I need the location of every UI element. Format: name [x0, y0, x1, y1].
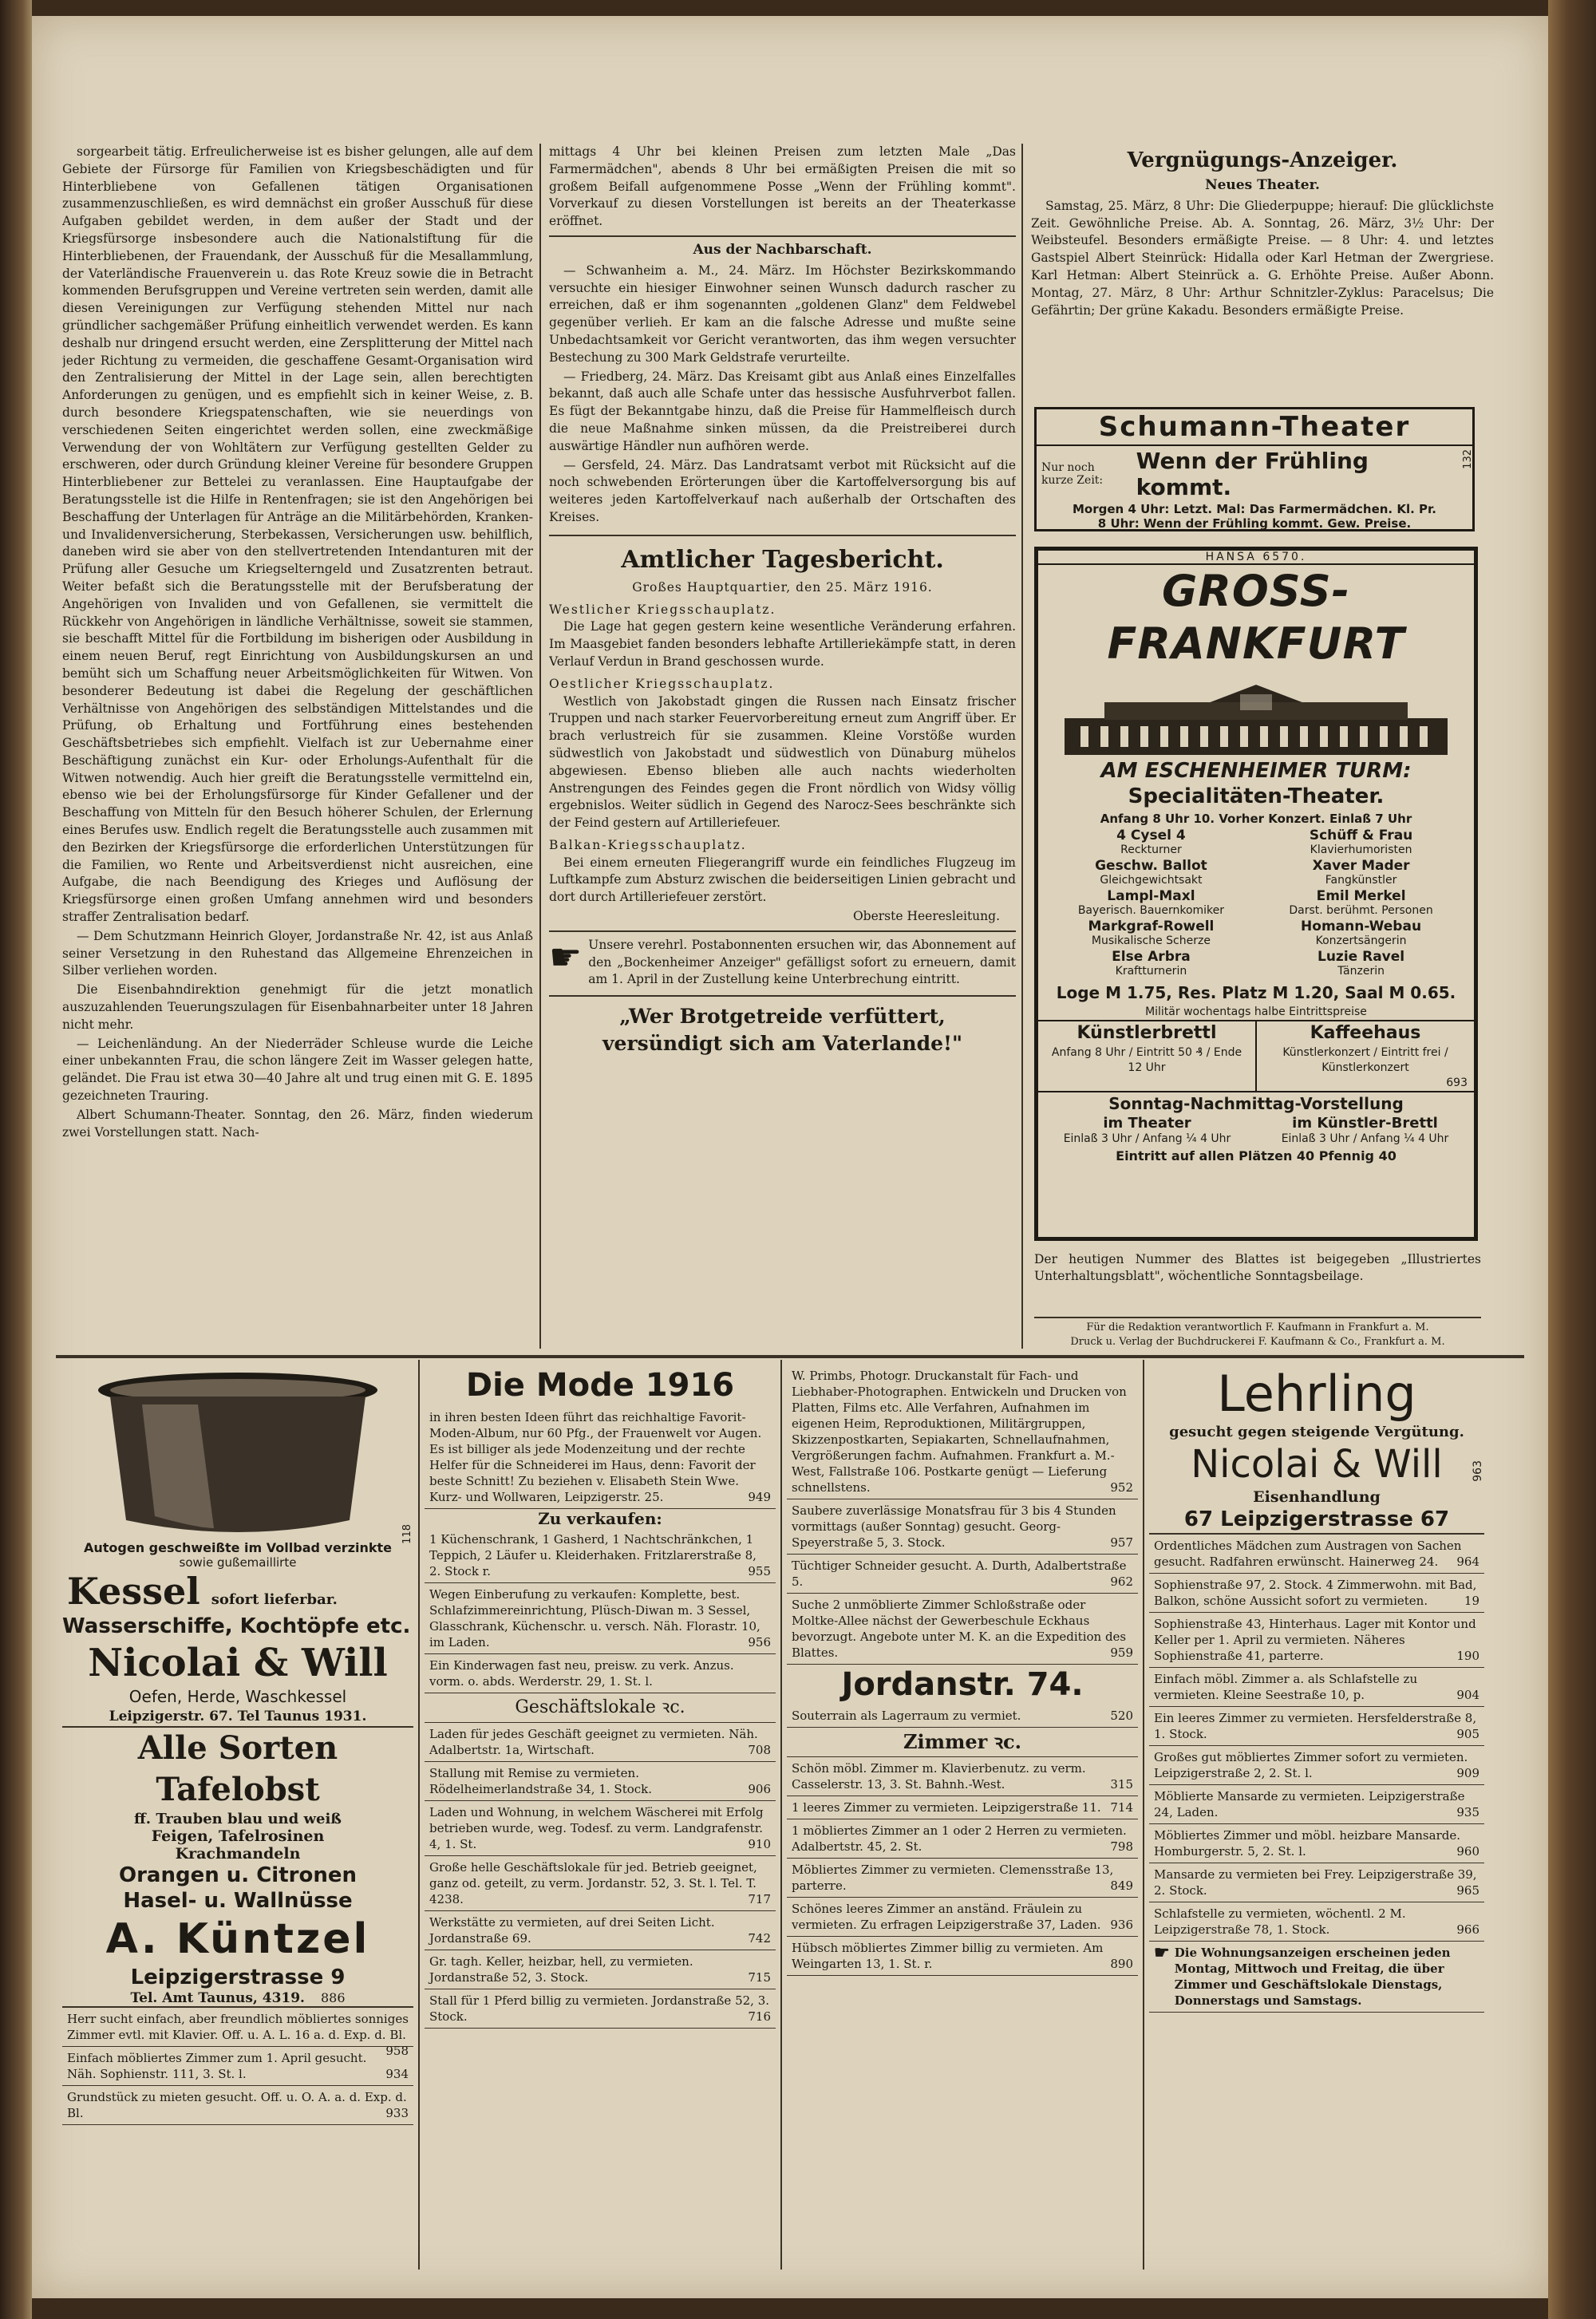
oefen-line: Oefen, Herde, Waschkessel — [128, 1687, 347, 1706]
classified-text: Schlafstelle zu vermieten, wöchentl. 2 M. Leipzigerstraße 78, 1. Stock. — [1154, 1906, 1406, 1937]
classified-text: Saubere zuverlässige Monatsfrau für 3 bis 4 Stunden vormittags (außer Sonntag) gesucht. Georg-Speyerstraße 5, 3. Stock. — [792, 1503, 1116, 1550]
classified-number: 716 — [748, 2009, 771, 2024]
classified-ad — [425, 1989, 776, 2029]
zimmer-heading: Zimmer ꝛc. — [787, 1728, 1138, 1757]
classified-number: 966 — [1456, 1922, 1479, 1937]
classified-ad — [787, 1757, 1138, 1796]
ads-column-1 — [62, 1365, 413, 2266]
kessel-heading: Kessel — [67, 1570, 200, 1613]
section-heading: Aus der Nachbarschaft. — [693, 241, 872, 258]
classified-number: 936 — [1110, 1918, 1133, 1932]
gf-sub: AM ESCHENHEIMER TURM: — [1100, 759, 1412, 783]
kessel-available: sofort lieferbar. — [211, 1591, 338, 1608]
gf-act-name: Emil Merkel — [1316, 888, 1406, 904]
section-divider — [549, 995, 1016, 997]
classified-ad — [1149, 1746, 1484, 1785]
classified-number: 959 — [1110, 1645, 1133, 1660]
orangen-line: Orangen u. Citronen — [119, 1863, 357, 1887]
article-paragraph: — Schwanheim a. M., 24. März. Im Höchster Bezirkskommando versuchte ein hiesiger Einwohner seinen Wunsch dadurch rascher zu erreichen, daß er ihm sogenannten „goldenen Glanz" dem Feldwebel gegenüber verlieh. Er kam an die falsche Adresse und mußte seine Unbedachtsamkeit vor Gericht verantworten, das ihm wegen versuchter Bestechung zu 300 Mark Geldstrafe verurteilte. — [549, 263, 1016, 365]
kettle-number: 118 — [401, 1524, 413, 1544]
classified-ad — [787, 1499, 1138, 1555]
kettle-caption-2: sowie gußemaillirte — [179, 1555, 297, 1570]
classified-number: 904 — [1456, 1688, 1479, 1702]
article-paragraph: Westlich von Jakobstadt gingen die Russen nach Einsatz frischer Truppen und nach starker Feuervorbereitung erneut zum Angriff über. Er brach verlustreich für sie zusammen. Kleine Vorstöße wurden südwestlich von Jakobstadt und südwestlich von Dünaburg mühelos abgewiesen. Ebenso blieben alle auch nachts wiederholten Anstrengungen des Feindes gegen die Front nördlich von Widsy völlig ergebnislos. Weiter südlich in Gegend des Narocz-Sees beschränkte sich der Feind gestern auf Artilleriefeuer. — [549, 693, 1016, 831]
article-column-2 — [549, 144, 1016, 1341]
nicolai-address-2: 67 Leipzigerstrasse 67 — [1149, 1506, 1484, 1535]
classified-ad — [425, 1856, 776, 1911]
section-divider — [549, 930, 1016, 932]
kaffeehaus-info: Künstlerkonzert / Eintritt frei / Künstlerkonzert — [1282, 1046, 1448, 1074]
classified-ad — [62, 2008, 413, 2058]
gf-act-name: Xaver Mader — [1312, 858, 1410, 874]
lehrling-heading: Lehrling — [1217, 1365, 1416, 1423]
signature: Oberste Heeresleitung. — [852, 909, 1000, 924]
sunday-brettl-heading: im Künstler-Brettl — [1292, 1115, 1438, 1132]
report-title: Amtlicher Tagesbericht. — [621, 545, 944, 574]
slogan-line-1: „Wer Brotgetreide verfüttert, — [619, 1005, 946, 1029]
mode-text: in ihren besten Ideen führt das reichhaltige Favorit-Moden-Album, nur 60 Pfg., der Frauenwelt vor Augen. Es ist billiger als jede Modenzeitung und der rechte Helfer für die Schneiderei im Haus, denn: Favorit der beste Schnitt! Zu beziehen v. Elisabeth Stein Wwe. Kurz- und Wollwaren, Leipzigerstr. 25. — [429, 1410, 762, 1504]
schumann-theater-name: Schumann-Theater — [1037, 409, 1472, 446]
classified-number: 955 — [748, 1564, 771, 1578]
classified-text: 1 Küchenschrank, 1 Gasherd, 1 Nachtschränkchen, 1 Teppich, 2 Läufer u. Kleiderhaken. Fritzlarerstraße 8, 2. Stock r. — [429, 1532, 757, 1578]
section-divider — [549, 535, 1016, 536]
kuenstlerbrettl-info: Anfang 8 Uhr / Eintritt 50 ₰ / Ende 12 Uhr — [1051, 1046, 1242, 1074]
classified-number: 962 — [1110, 1574, 1133, 1589]
classified-ad — [425, 1762, 776, 1801]
classified-number: 717 — [748, 1892, 771, 1906]
classified-text: Grundstück zu mieten gesucht. Off. u. O. A. a. d. Exp. d. Bl. — [67, 2090, 407, 2120]
section-heading: Oestlicher Kriegsschauplatz. — [549, 676, 775, 691]
classified-number: 798 — [1110, 1839, 1133, 1854]
article-paragraph: — Gersfeld, 24. März. Das Landratsamt verbot mit Rücksicht auf die noch schwebenden Erörterungen über die Kartoffelversorgung bis auf weiteres jeden Kartoffelverkauf nach außerhalb der Ortschaften des Kreises. — [549, 457, 1016, 524]
classified-text: Laden und Wohnung, in welchem Wäscherei mit Erfolg betrieben wurde, weg. Todesf. zu verm. Landgrafenstr. 4, 1. St. — [429, 1805, 764, 1851]
kuenstlerbrettl-heading: Künstlerbrettl — [1077, 1023, 1217, 1043]
classified-text: Souterrain als Lagerraum zu vermiet. — [792, 1709, 1021, 1723]
classified-text: Sophienstraße 97, 2. Stock. 4 Zimmerwohn. mit Bad, Balkon, schöne Aussicht sofort zu vermieten. — [1154, 1578, 1477, 1608]
classified-text: Gr. tagh. Keller, heizbar, hell, zu vermieten. Jordanstraße 52, 3. Stock. — [429, 1954, 693, 1985]
classified-ad — [787, 1937, 1138, 1976]
classified-text: Stall für 1 Pferd billig zu vermieten. Jordanstraße 52, 3. Stock. — [429, 1993, 770, 2024]
ads-divider — [780, 1360, 782, 2270]
geschaeftslokale-heading: Geschäftslokale ꝛc. — [425, 1693, 776, 1723]
gf-act-name: Else Arbra — [1112, 949, 1191, 965]
tafelobst-heading: Alle Sorten Tafelobst — [137, 1729, 338, 1808]
gf-act-name: Lampl-Maxl — [1107, 888, 1195, 904]
classified-text: Laden für jedes Geschäft geeignet zu vermieten. Näh. Adalbertstr. 1a, Wirtschaft. — [429, 1727, 758, 1757]
classified-number: 849 — [1110, 1879, 1133, 1893]
kettle-pot-illustration — [78, 1365, 397, 1540]
gf-act-desc: Klavierhumoristen — [1310, 843, 1412, 856]
housing-notice — [1149, 1942, 1484, 2013]
classified-text: Ordentliches Mädchen zum Austragen von Sachen gesucht. Radfahren erwünscht. Hainerweg 24. — [1154, 1539, 1462, 1569]
classified-ad — [787, 1859, 1138, 1898]
classified-ad — [62, 2047, 413, 2086]
eisenhandlung-line: Eisenhandlung — [1253, 1488, 1381, 1506]
sunday-theater-info: Einlaß 3 Uhr / Anfang ¼ 4 Uhr — [1063, 1132, 1231, 1145]
report-dateline: Großes Hauptquartier, den 25. März 1916. — [632, 579, 933, 595]
nicolai-will-name-2: Nicolai & Will — [1191, 1442, 1443, 1487]
verkaufen-heading: Zu verkaufen: — [538, 1509, 662, 1528]
schumann-pre: Nur noch kurze Zeit: — [1041, 461, 1104, 487]
wasserschiffe-line: Wasserschiffe, Kochtöpfe etc. — [62, 1614, 411, 1638]
postal-notice — [549, 934, 1016, 989]
classified-ad — [1149, 1668, 1484, 1707]
classified-text: Ein Kinderwagen fast neu, preisw. zu verk. Anzus. vorm. o. abds. Werderstr. 29, 1. St. l. — [429, 1658, 734, 1689]
housing-notice-text: Die Wohnungsanzeigen erscheinen jeden Montag, Mittwoch und Freitag, die über Zimmer und Geschäftslokale Dienstags, Donnerstags und Samstags. — [1174, 1946, 1451, 2008]
imprint-divider — [1034, 1317, 1481, 1318]
sunday-brettl-info: Einlaß 3 Uhr / Anfang ¼ 4 Uhr — [1281, 1132, 1449, 1145]
theater-program: Samstag, 25. März, 8 Uhr: Die Gliederpuppe; hierauf: Die glücklichste Zeit. Gewöhnliche Preise. Ab. A. Sonntag, 26. März, 3½ Uhr: Der Weibsteufel. Besonders ermäßigte Preise. — 8 Uhr: 4. und letztes Gastspiel Albert Steinrück: Hidalla oder Karl Hetman der Zwergriese. Karl Hetman: Albert Steinrück a. G. Erhöhte Preise. Außer Abonn. Montag, 27. März, 8 Uhr: Arthur Schnitzler-Zyklus: Paracelsus; Die Gefährtin; Der grüne Kakadu. Besonders ermäßigte Preise. — [1031, 198, 1494, 318]
krachmandeln-line: Krachmandeln — [175, 1845, 301, 1863]
classified-number: 909 — [1456, 1766, 1479, 1780]
classified-ad — [425, 1801, 776, 1856]
gf-act-desc: Gleichgewichtsakt — [1100, 874, 1203, 887]
article-paragraph: sorgearbeit tätig. Erfreulicherweise ist es bisher gelungen, alle auf dem Gebiete der Fürsorge für Familien von Kriegsbeschädigten und für Hinterbliebene von Gefallenen tätigen Organisationen zusammenzuschließen, es wird demnächst ein großer Ausschuß für diese Aufgaben gebildet werden, in dem außer der Stadt und der Kriegsfürsorge insbesondere auch die Nationalstiftung für die Hinterbliebenen, der Frauendank, der Ausschuß für die Mesallammlung, der Vaterländische Frauenverein u. das Rote Kreuz sowie die in Betracht kommenden Berufsgruppen und Vereine vertreten sein werden, damit alle diesen Vereinigungen zur Verfügung stehenden Mittel nur nach gründlicher sachgemäßer Prüfung einheitlich verwendet werden. Es kann deshalb nur dringend ersucht werden, eine Zersplitterung der Mittel nach jeder Richtung zu vermeiden, die geschaffene Gesamt-Organisation wird den Zentralisierung der Mittel in der Lage sein, allen berechtigten Anforderungen zu genügen, und es empfiehlt sich in keiner Weise, z. B. durch besondere Kriegspatenschaften, wie sie neuerdings von verschiedenen Seiten eingerichtet werden sollen, eine zweckmäßige Verwendung der von Wohltätern zur Verfügung gestellten Gelder zu erschweren, oder durch Gründung kleiner Vereine für besondere Gruppen Hinterbliebener zur Bettelei zu veranlassen. Eine Hauptaufgabe der Beratungsstelle ist die Hilfe in Rentenfragen; sie ist den Angehörigen bei Beschaffung der Unterlagen für Anträge an die Militärbehörden, Kranken- und Invalidenversicherung, Sterbekassen, Versicherungen usw. behilflich, daneben wird sie aber von den stellvertretenden Intendanturen mit der Prüfung aller Gesuche um Kriegselterngeld und Zusatzrenten betraut. Weiter befaßt sich die Beratungsstelle mit der Berufsberatung der Angehörigen von Invaliden und von Gefallenen, sie vermittelt die Rückkehr von Angehörigen in ländliche Verhältnisse, soweit sie stammen, sie beschafft Mittel für die Fortbildung im bisherigen oder Ausbildung in einem neuen Beruf, regt Einrichtung von Ausbildungskursen an und bemüht sich um Schaffung neuer Arbeitsmöglichkeiten für Witwen. Von besonderer Bedeutung ist dabei die Regelung der geschäftlichen Verhältnisse von Angehörigen des selbständigen Mittelstandes und die Prüfung, ob Erhaltung und Fortführung eines bestehenden Geschäftsbetriebes sich empfiehlt. Vielfach ist zur Uebernahme einer Beschäftigung zunächst ein Kur- oder Erholungs-Aufenthalt für die Witwen notwendig. Auch hier greift die Beratungsstelle vermittelnd ein, ebenso wie bei der Erholungsfürsorge für Kinder Gefallener und der Beschaffung von Mitteln für den Besuch höherer Schulen, der Erlernung eines Berufes usw. Endlich regelt die Beratungsstelle auch zusammen mit den Bezirken der Kriegsfürsorge die erforderlichen Unterstützungen für die Familien, wo Rente und Arbeitsverdienst nicht ausreichen, eine Aufgabe, die nach Beendigung des Krieges und Auflösung der Kriegsfürsorge einen großen Umfang annehmen wird und besonders straffer Zentralisation bedarf. — [62, 144, 533, 925]
gf-act-desc: Reckturner — [1120, 843, 1182, 856]
classified-number: 520 — [1110, 1709, 1133, 1723]
classified-ad — [62, 2086, 413, 2125]
classified-text: Hübsch möbliertes Zimmer billig zu vermieten. Am Weingarten 13, 1. St. r. — [792, 1941, 1104, 1971]
classified-ad — [1149, 1824, 1484, 1863]
classified-number: 714 — [1110, 1800, 1133, 1815]
gf-act-name: Markgraf-Rowell — [1088, 919, 1215, 934]
kuentzel-number: 886 — [320, 1990, 346, 2005]
slogan-line-2: versündigt sich am Vaterlande!" — [602, 1032, 962, 1056]
classified-ad — [1149, 1785, 1484, 1824]
classified-ad — [1149, 1863, 1484, 1902]
classified-number: 933 — [385, 2106, 409, 2120]
kuentzel-name: A. Küntzel — [105, 1915, 370, 1963]
kettle-caption: Autogen geschweißte im Vollbad verzinkte — [83, 1540, 393, 1555]
gf-act-row — [1054, 859, 1458, 887]
classified-ad — [425, 1911, 776, 1950]
classified-number: 965 — [1456, 1883, 1479, 1898]
classified-text: Große helle Geschäftslokale für jed. Betrieb geeignet, ganz od. geteilt, zu verm. Jordanstr. 52, 3. St. l. Tel. T. 4238. — [429, 1860, 757, 1906]
classified-text: Stallung mit Remise zu vermieten. Rödelheimerlandstraße 34, 1. Stock. — [429, 1766, 653, 1796]
trauben-line: ff. Trauben blau und weiß — [134, 1811, 342, 1827]
classified-text: Wegen Einberufung zu verkaufen: Komplette, best. Schlafzimmereinrichtung, Plüsch-Diwan m. 3 Sessel, Glasschrank, Küchenschr. u. versch. Näh. Florastr. 10, im Laden. — [429, 1587, 760, 1649]
mode-ad — [425, 1406, 776, 1509]
classified-text: Tüchtiger Schneider gesucht. A. Durth, Adalbertstraße 5. — [792, 1559, 1127, 1589]
pointing-hand-icon: ☛ — [549, 934, 583, 978]
gf-name: GROSS-FRANKFURT — [1107, 566, 1405, 669]
classified-text: Einfach möbliertes Zimmer zum 1. April gesucht. Näh. Sophienstr. 111, 3. St. l. — [67, 2051, 367, 2081]
classified-ad — [787, 1705, 1138, 1728]
schumann-headline: Wenn der Frühling kommt. — [1136, 448, 1369, 500]
classified-text: Mansarde zu vermieten bei Frey. Leipzigerstraße 39, 2. Stock. — [1154, 1867, 1477, 1898]
classified-number: 910 — [748, 1837, 771, 1851]
ads-column-2 — [425, 1365, 776, 2266]
schumann-theater-ad — [1034, 407, 1475, 531]
article-column-1 — [62, 144, 533, 1341]
gf-act-row — [1054, 919, 1458, 948]
article-paragraph: mittags 4 Uhr bei kleinen Preisen zum letzten Male „Das Farmermädchen", abends 8 Uhr bei ermäßigten Preisen die mit so großem Beifall aufgenommene Posse „Wenn der Frühling kommt". Vorverkauf zu diesen Vorstellungen ist bereits an der Theaterkasse eröffnet. — [549, 144, 1016, 229]
classified-ad — [425, 1654, 776, 1693]
ads-divider — [418, 1360, 420, 2270]
page-edges — [1548, 0, 1596, 2319]
primbs-ad — [787, 1365, 1138, 1499]
gf-admission: Eintritt auf allen Plätzen 40 Pfennig 40 — [1116, 1148, 1396, 1163]
classified-ad — [787, 1555, 1138, 1594]
classified-text: Herr sucht einfach, aber freundlich möbliertes sonniges Zimmer evtl. mit Klavier. Off. u. A. L. 16 a. d. Exp. d. Bl. — [67, 2012, 409, 2042]
classified-text: Möbliertes Zimmer zu vermieten. Clemensstraße 13, parterre. — [792, 1863, 1114, 1893]
gf-act-desc: Tänzerin — [1337, 965, 1385, 978]
classified-ad — [787, 1796, 1138, 1819]
classified-number: 906 — [748, 1782, 771, 1796]
section-divider — [549, 235, 1016, 237]
theater-building-illustration — [1057, 670, 1456, 758]
kuentzel-address: Leipzigerstrasse 9 — [130, 1965, 346, 1989]
gross-frankfurt-ad — [1034, 547, 1478, 1241]
classified-ad — [1149, 1574, 1484, 1613]
classified-number: 715 — [748, 1970, 771, 1985]
classified-ad — [787, 1819, 1138, 1859]
hasel-line: Hasel- u. Wallnüsse — [123, 1889, 353, 1913]
kuentzel-phone: Tel. Amt Taunus, 4319. — [130, 1990, 305, 2006]
book-binding — [0, 0, 32, 2319]
mode-title: Die Mode 1916 — [465, 1367, 735, 1404]
classified-ad — [1149, 1613, 1484, 1668]
classified-text: Möblierte Mansarde zu vermieten. Leipzigerstraße 24, Laden. — [1154, 1789, 1465, 1819]
imprint-line-2: Druck u. Verlag der Buchdruckerei F. Kaufmann & Co., Frankfurt a. M. — [1070, 1336, 1445, 1348]
article-paragraph: Albert Schumann-Theater. Sonntag, den 26. März, finden wiederum zwei Vorstellungen statt. Nach- — [62, 1107, 533, 1140]
section-heading: Balkan-Kriegsschauplatz. — [549, 837, 747, 852]
gf-act-row — [1054, 889, 1458, 918]
theater-heading: Neues Theater. — [1205, 177, 1320, 193]
gf-times: Anfang 8 Uhr 10. Vorher Konzert. Einlaß 7 Uhr — [1100, 812, 1412, 826]
classified-text: 1 leeres Zimmer zu vermieten. Leipzigerstraße 11. — [792, 1800, 1101, 1815]
classified-number: 934 — [385, 2067, 409, 2081]
gf-prices: Loge M 1.75, Res. Platz M 1.20, Saal M 0.65. — [1056, 983, 1456, 1002]
classified-text: W. Primbs, Photogr. Druckanstalt für Fach- und Liebhaber-Photographen. Entwickeln und Drucken von Platten, Films etc. Alle Verfahren, Aufnahmen im eigenen Heim, Reproduktionen, Militärgruppen, Skizzenpostkarten, Sepiakarten, Schnellaufnahmen, Vergrößerungen fachm. Aufnahmen. Frankfurt a. M.-West, Fallstraße 106. Postkarte genügt — Lieferung schnellstens. — [792, 1369, 1127, 1495]
kaffeehaus-number: 693 — [1446, 1077, 1468, 1089]
classified-number: 890 — [1110, 1957, 1133, 1971]
ads-divider — [1143, 1360, 1144, 2270]
gf-act-desc: Darst. berühmt. Personen — [1289, 904, 1433, 917]
article-paragraph: Bei einem erneuten Fliegerangriff wurde ein feindliches Flugzeug im Luftkampfe zum Absturz zwischen die beiderseitigen Linien gebracht und dort durch Artilleriefeuer zerstört. — [549, 855, 1016, 905]
lehrling-sub: gesucht gegen steigende Vergütung. — [1169, 1424, 1464, 1440]
classified-ad — [425, 1950, 776, 1989]
classified-text: Möbliertes Zimmer und möbl. heizbare Mansarde. Homburgerstr. 5, 2. St. l. — [1154, 1828, 1460, 1859]
classified-text: Suche 2 unmöblierte Zimmer Schloßstraße oder Moltke-Allee nächst der Gewerbeschule Eckhaus bevorzugt. Angebote unter M. K. an die Expedition des Blattes. — [792, 1598, 1127, 1660]
schumann-side-number: 132 — [1462, 449, 1474, 469]
schumann-line-3: 8 Uhr: Wenn der Frühling kommt. Gew. Preise. — [1097, 516, 1412, 531]
lehrling-side-number: 963 — [1472, 1460, 1484, 1482]
section-heading: Westlicher Kriegsschauplatz. — [549, 602, 776, 617]
jordanstr-heading: Jordanstr. 74. — [841, 1666, 1084, 1703]
pointing-hand-icon: ☛ — [1154, 1942, 1170, 1963]
classified-number: 960 — [1456, 1844, 1479, 1859]
schumann-line-2: Morgen 4 Uhr: Letzt. Mal: Das Farmermädchen. Kl. Pr. — [1073, 502, 1436, 516]
newspaper-page — [32, 16, 1548, 2298]
gf-act-desc: Fangkünstler — [1325, 874, 1397, 887]
gf-acts-list — [1038, 828, 1474, 978]
classified-ad — [787, 1594, 1138, 1665]
classified-number: 708 — [748, 1743, 771, 1757]
column-divider — [1021, 144, 1023, 1349]
classified-number: 957 — [1110, 1535, 1133, 1550]
article-paragraph: Die Eisenbahndirektion genehmigt für die jetzt monatlich auszuzahlenden Teuerungszulagen für Eisenbahnarbeiter unter 18 Jahren nicht mehr. — [62, 982, 533, 1032]
gf-act-name: Geschw. Ballot — [1095, 858, 1207, 874]
article-paragraph: Die Lage hat gegen gestern keine wesentliche Veränderung erfahren. Im Maasgebiet fanden besonders lebhafte Artilleriekämpfe statt, in deren Verlauf Verdun in Brand geschossen wurde. — [549, 619, 1016, 669]
gf-military: Militär wochentags halbe Eintrittspreise — [1038, 1004, 1474, 1021]
gf-act-name: Homann-Webau — [1301, 919, 1422, 934]
classified-text: Schönes leeres Zimmer an anständ. Fräulein zu vermieten. Zu erfragen Leipzigerstraße 37, Laden. — [792, 1902, 1101, 1932]
classified-text: 1 möbliertes Zimmer an 1 oder 2 Herren zu vermieten. Adalbertstr. 45, 2. St. — [792, 1823, 1127, 1854]
classified-text: Schön möbl. Zimmer m. Klavierbenutz. zu verm. Casselerstr. 13, 3. St. Bahnh.-West. — [792, 1761, 1086, 1792]
gf-act-desc: Bayerisch. Bauernkomiker — [1077, 904, 1225, 917]
article-paragraph: — Dem Schutzmann Heinrich Gloyer, Jordanstraße Nr. 42, ist aus Anlaß seiner Versetzung in den Ruhestand das Allgemeine Ehrenzeichen in Silber verliehen worden. — [62, 928, 533, 978]
classified-number: 956 — [748, 1635, 771, 1649]
gf-type: Specialitäten-Theater. — [1128, 784, 1385, 808]
gf-act-name: Luzie Ravel — [1317, 949, 1405, 965]
classified-number: 742 — [748, 1931, 771, 1946]
classified-ad — [1149, 1902, 1484, 1942]
classified-number: 935 — [1456, 1805, 1479, 1819]
gf-act-name: 4 Cysel 4 — [1116, 828, 1186, 843]
classified-ad — [1149, 1535, 1484, 1574]
classified-number: 19 — [1464, 1594, 1479, 1608]
classified-text: Werkstätte zu vermieten, auf drei Seiten Licht. Jordanstraße 69. — [429, 1915, 715, 1946]
gf-act-row — [1054, 950, 1458, 978]
classified-ad — [1149, 1707, 1484, 1746]
classified-number: 958 — [385, 2044, 409, 2058]
classified-number: 190 — [1456, 1649, 1479, 1663]
gf-act-name: Schüff & Frau — [1309, 828, 1413, 843]
postal-notice-text: Unsere verehrl. Postabonnenten ersuchen wir, das Abonnement auf den „Bockenheimer Anzeiger" gefälligst sofort zu erneuern, damit am 1. April in der Zustellung keine Unterbrechung eintritt. — [588, 937, 1016, 987]
supplement-notice: Der heutigen Nummer des Blattes ist beigegeben „Illustriertes Unterhaltungsblatt", wöchentliche Sonntagsbeilage. — [1034, 1252, 1481, 1283]
classified-number: 952 — [1110, 1480, 1133, 1495]
sunday-show-heading: Sonntag-Nachmittag-Vorstellung — [1108, 1094, 1404, 1113]
classified-number: 964 — [1456, 1555, 1479, 1569]
imprint-line-1: Für die Redaktion verantwortlich F. Kaufmann in Frankfurt a. M. — [1086, 1321, 1429, 1333]
classified-number: 949 — [748, 1490, 771, 1504]
classified-ad — [425, 1528, 776, 1583]
ads-column-4 — [1149, 1365, 1484, 2266]
gf-act-desc: Konzertsängerin — [1315, 934, 1407, 947]
gf-phone: HANSA 6570. — [1038, 551, 1474, 565]
article-paragraph: — Friedberg, 24. März. Das Kreisamt gibt aus Anlaß eines Einzelfalles bekannt, daß auch alle Schafe unter das hessische Ausfuhrverbot fallen. Es fügt der Bekanntgabe hinzu, daß die Preise für Hammelfleisch durch die neue Maßnahme sinken müssen, da die Preistreiberei durch auswärtige Händler nun aufhören werde. — [549, 369, 1016, 453]
gf-act-row — [1054, 828, 1458, 857]
column-divider — [539, 144, 541, 1349]
classified-text: Einfach möbl. Zimmer a. als Schlafstelle zu vermieten. Kleine Seestraße 10, p. — [1154, 1672, 1418, 1702]
classified-number: 315 — [1110, 1777, 1133, 1792]
classified-text: Großes gut möbliertes Zimmer sofort zu vermieten. Leipzigerstraße 2, 2. St. l. — [1154, 1750, 1468, 1780]
article-paragraph: — Leichenländung. An der Niederräder Schleuse wurde die Leiche einer unbekannten Frau, die schon längere Zeit im Wasser gelegen hatte, geländet. Die Frau ist etwa 30—40 Jahre alt und trug einen mit G. E. 1895 gezeichneten Trauring. — [62, 1036, 533, 1104]
ads-column-3 — [787, 1365, 1138, 2266]
classified-ad — [425, 1723, 776, 1762]
gf-act-desc: Kraftturnerin — [1115, 965, 1187, 978]
classified-text: Ein leeres Zimmer zu vermieten. Hersfelderstraße 8, 1. Stock. — [1154, 1711, 1477, 1741]
gf-act-desc: Musikalische Scherze — [1091, 934, 1211, 947]
classified-text: Sophienstraße 43, Hinterhaus. Lager mit Kontor und Keller per 1. April zu vermieten. Näheres Sophienstraße 41, parterre. — [1154, 1617, 1476, 1663]
sunday-theater-heading: im Theater — [1103, 1115, 1191, 1132]
nicolai-will-name: Nicolai & Will — [88, 1641, 388, 1685]
feigen-line: Feigen, Tafelrosinen — [151, 1827, 325, 1845]
nicolai-address: Leipzigerstr. 67. Tel Taunus 1931. — [62, 1707, 413, 1728]
entertainment-title: Vergnügungs-Anzeiger. — [1127, 148, 1398, 172]
classified-ad — [425, 1583, 776, 1654]
classified-ad — [787, 1898, 1138, 1937]
ads-top-rule — [56, 1355, 1524, 1358]
kaffeehaus-heading: Kaffeehaus — [1310, 1023, 1421, 1043]
classified-number: 905 — [1456, 1727, 1479, 1741]
